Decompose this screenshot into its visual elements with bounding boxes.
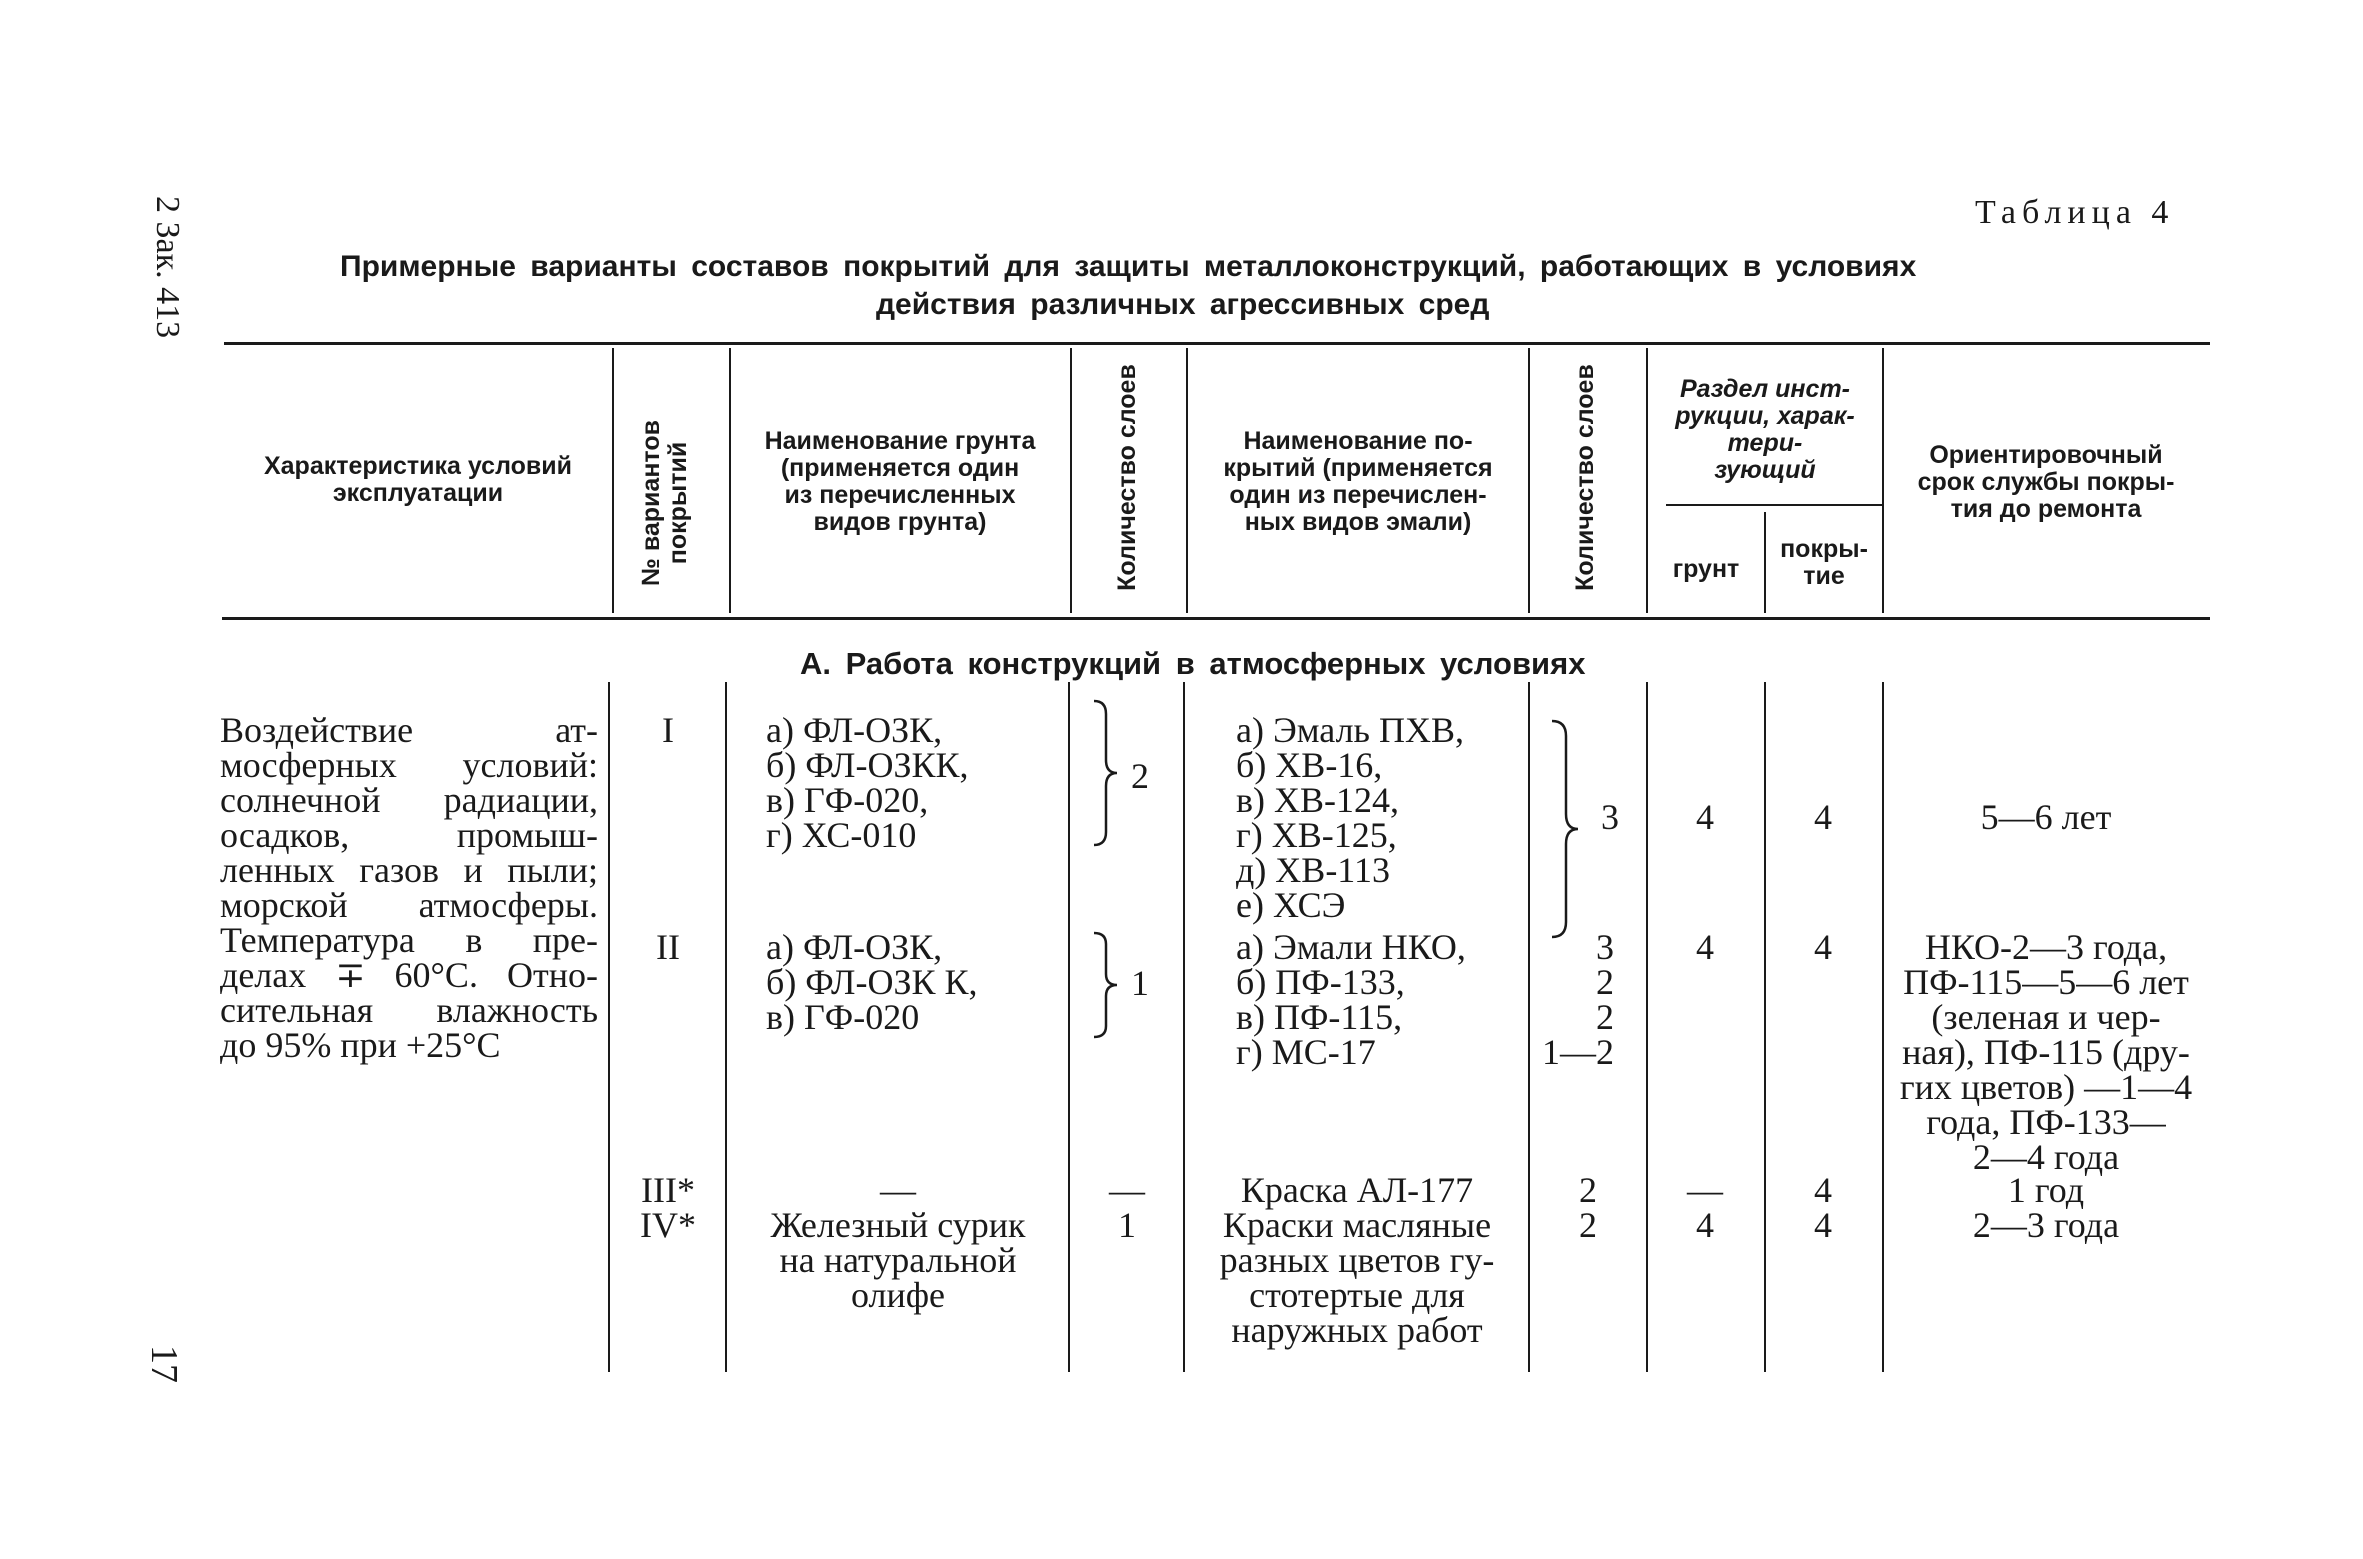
table-title-line2: действия различных агрессивных сред bbox=[876, 288, 1490, 321]
brace-icon bbox=[1548, 718, 1582, 940]
body-col-divider bbox=[608, 682, 610, 1372]
header-variant-no: № вариантов покрытий bbox=[637, 420, 692, 586]
coating-layers-value: 2 bbox=[1579, 1170, 1597, 1210]
header-col-divider bbox=[1070, 348, 1072, 613]
order-number-mark: 2 Зак. 413 bbox=[149, 196, 186, 339]
header-col-divider bbox=[729, 348, 731, 613]
primer-list: а) ФЛ-ОЗК, б) ФЛ-ОЗК К, в) ГФ-020 bbox=[766, 927, 978, 1037]
section-primer-value: 4 bbox=[1696, 927, 1714, 967]
body-col-divider bbox=[1646, 682, 1648, 1372]
coating-value: Краска АЛ-177 bbox=[1240, 1170, 1474, 1210]
coating-layers-list: 3 2 2 1—2 bbox=[1542, 927, 1614, 1072]
section-coating-value: 4 bbox=[1814, 1205, 1832, 1245]
conditions-text: Воздействие ат- мосферных условий: солнечной радиации, осадков, промыш- ленных газов и пыли; морской атмосферы. Температура в пре- делах ∓ 60°С. Отно- сительная влажность до 95% при +25°С bbox=[220, 710, 598, 1065]
header-coating-name: Наименование по- крытий (применяется один из перечислен- ных видов эмали) bbox=[1223, 427, 1493, 536]
section-a-heading: А. Работа конструкций в атмосферных условиях bbox=[800, 646, 1586, 681]
header-conditions: Характеристика условий эксплуатации bbox=[263, 452, 573, 507]
primer-list: Железный сурик на натуральной олифе bbox=[770, 1205, 1026, 1315]
coating-layers-value: 3 bbox=[1601, 797, 1619, 837]
header-section: Раздел инст- рукции, харак- тери- зующий bbox=[1675, 375, 1855, 484]
section-primer-value: 4 bbox=[1696, 797, 1714, 837]
primer-layers-value: 2 bbox=[1131, 756, 1149, 796]
body-col-divider bbox=[1068, 682, 1070, 1372]
body-col-divider bbox=[1764, 682, 1766, 1372]
variant-number: I bbox=[662, 710, 674, 750]
primer-layers-value: — bbox=[1109, 1170, 1145, 1210]
primer-list: а) ФЛ-ОЗК, б) ФЛ-ОЗКК, в) ГФ-020, г) ХС-010 bbox=[766, 710, 969, 855]
header-bottom-rule bbox=[222, 617, 2210, 620]
coating-list: Краски масляные разных цветов гу- стотертые для наружных работ bbox=[1219, 1205, 1495, 1350]
section-coating-value: 4 bbox=[1814, 1170, 1832, 1210]
header-col-divider bbox=[1646, 348, 1648, 613]
service-life-value: 2—3 года bbox=[1972, 1205, 2120, 1245]
coating-layers-value: 2 bbox=[1579, 1205, 1597, 1245]
table-label: Таблица 4 bbox=[1975, 194, 2175, 231]
service-life-list: НКО-2—3 года, ПФ-115—5—6 лет (зеленая и чер- ная), ПФ-115 (дру- гих цветов) —1—4 года, ПФ-133— 2—4 года bbox=[1899, 927, 2193, 1177]
header-col-divider bbox=[1186, 348, 1188, 613]
primer-layers-value: 1 bbox=[1131, 963, 1149, 1003]
body-col-divider bbox=[1183, 682, 1185, 1372]
variant-number: II bbox=[656, 927, 680, 967]
header-col-divider bbox=[1882, 348, 1884, 613]
coating-list: а) Эмали НКО, б) ПФ-133, в) ПФ-115, г) МС-17 bbox=[1236, 927, 1466, 1072]
body-col-divider bbox=[1882, 682, 1884, 1372]
primer-layers-value: 1 bbox=[1118, 1205, 1136, 1245]
service-life-value: 5—6 лет bbox=[1980, 797, 2112, 837]
section-coating-value: 4 bbox=[1814, 927, 1832, 967]
body-col-divider bbox=[1528, 682, 1530, 1372]
service-life-value: 1 год bbox=[2007, 1170, 2085, 1210]
body-col-divider bbox=[725, 682, 727, 1372]
header-primer-layers: Количество слоев bbox=[1113, 364, 1141, 591]
header-coating-layers: Количество слоев bbox=[1571, 364, 1599, 591]
variant-number: IV* bbox=[640, 1205, 696, 1245]
header-section-coating: покры- тие bbox=[1780, 535, 1868, 590]
primer-value: — bbox=[880, 1170, 916, 1210]
header-section-primer: грунт bbox=[1672, 555, 1740, 583]
page-number: 17 bbox=[143, 1345, 185, 1383]
header-col-divider bbox=[612, 348, 614, 613]
table-top-rule bbox=[224, 342, 2210, 345]
section-header-rule bbox=[1666, 504, 1882, 506]
table-title-line1: Примерные варианты составов покрытий для защиты металлоконструкций, работающих в условиях bbox=[340, 250, 1917, 283]
coating-list: а) Эмаль ПХВ, б) ХВ-16, в) ХВ-124, г) ХВ-125, д) ХВ-113 е) ХСЭ bbox=[1236, 710, 1464, 925]
variant-number: III* bbox=[641, 1170, 695, 1210]
header-primer-name: Наименование грунта (применяется один из перечисленных видов грунта) bbox=[764, 427, 1036, 536]
header-col-divider bbox=[1764, 512, 1766, 613]
section-primer-value: 4 bbox=[1696, 1205, 1714, 1245]
header-col-divider bbox=[1528, 348, 1530, 613]
header-service-life: Ориентировочный срок службы покры- тия до ремонта bbox=[1917, 441, 2175, 523]
section-coating-value: 4 bbox=[1814, 797, 1832, 837]
section-primer-value: — bbox=[1687, 1170, 1723, 1210]
